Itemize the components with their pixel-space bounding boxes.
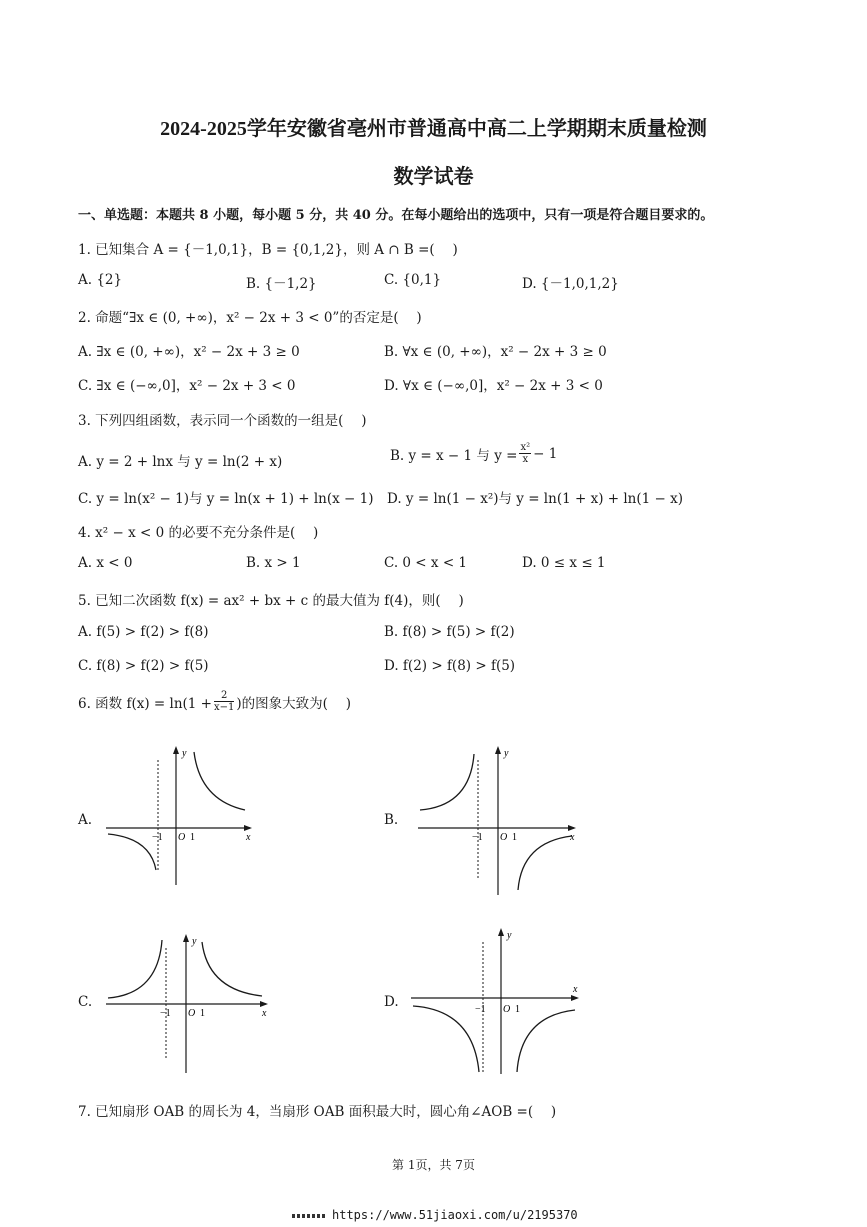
q5-option-c: C. f(8) > f(2) > f(5): [78, 658, 209, 674]
q4-option-c: C. 0 < x < 1: [384, 555, 468, 571]
x-axis-arrow: [260, 1001, 268, 1007]
q2-option-c: C. ∃x ∈ (−∞,0]，x² − 2x + 3 < 0: [78, 378, 296, 394]
q3-option-b: [390, 442, 557, 465]
graph-d: [405, 922, 587, 1082]
section-heading: 一、单选题：本题共 8 小题，每小题 5 分，共 40 分。在每小题给出的选项中，只有一项是符合题目要求的。: [78, 208, 714, 223]
x-axis-arrow: [568, 825, 576, 831]
q1-option-a: A. {2}: [78, 272, 123, 288]
q3-option-c: C. y = ln(x² − 1)与 y = ln(x + 1) + ln(x − 1): [78, 491, 374, 507]
tick-1-label: 1: [515, 1004, 520, 1015]
q3-option-b-fraction: [519, 442, 531, 465]
q5-option-b: B. f(8) > f(5) > f(2): [384, 624, 515, 640]
question-7-stem: 7. 已知扇形 OAB 的周长为 4，当扇形 OAB 面积最大时，圆心角∠AOB =( ): [78, 1104, 557, 1120]
origin-label: O: [188, 1008, 196, 1019]
question-3-stem: 3. 下列四组函数，表示同一个函数的一组是( ): [78, 413, 367, 429]
q6-fraction: [214, 690, 234, 713]
question-6-stem: [78, 690, 351, 713]
curve-left: [413, 1006, 479, 1072]
q5-option-d: D. f(2) > f(8) > f(5): [384, 658, 516, 674]
curve-right: [518, 836, 572, 890]
q6-option-c: C.: [78, 994, 93, 1010]
origin-label: O: [178, 832, 186, 843]
q2-option-b: B. ∀x ∈ (0, +∞)，x² − 2x + 3 ≥ 0: [384, 344, 607, 360]
q1-option-c: C. {0,1}: [384, 272, 442, 288]
q5-option-a: A. f(5) > f(2) > f(8): [78, 624, 209, 640]
source-url: [292, 1208, 578, 1222]
x-axis-arrow: [571, 995, 579, 1001]
y-axis-arrow: [173, 746, 179, 754]
y-label: y: [192, 936, 197, 947]
q4-option-d: D. 0 ≤ x ≤ 1: [522, 555, 606, 571]
y-axis-arrow: [498, 928, 504, 936]
tick-1-label: 1: [512, 832, 517, 843]
q3-option-b-tail: − 1: [533, 445, 558, 462]
y-axis-arrow: [495, 746, 501, 754]
y-axis-arrow: [183, 934, 189, 942]
x-label: x: [262, 1008, 267, 1019]
graph-a: [100, 740, 260, 890]
fraction-denominator: x−1: [213, 702, 235, 713]
q6-stem-pre: 6. 函数 f(x) = ln(1 +: [78, 695, 212, 712]
question-4-stem: 4. x² − x < 0 的必要不充分条件是( ): [78, 525, 319, 541]
source-url-text: https://www.51jiaoxi.com/u/2195370: [332, 1208, 578, 1222]
tick-neg1-label: −1: [152, 832, 163, 843]
q3-option-b-text: B. y = x − 1 与 y =: [390, 447, 518, 464]
origin-label: O: [503, 1004, 511, 1015]
y-label: y: [507, 930, 512, 941]
fraction-denominator: x: [522, 454, 529, 465]
graph-c: [100, 928, 275, 1078]
q2-option-d: D. ∀x ∈ (−∞,0]，x² − 2x + 3 < 0: [384, 378, 603, 394]
x-label: x: [246, 832, 251, 843]
q2-option-a: A. ∃x ∈ (0, +∞)，x² − 2x + 3 ≥ 0: [78, 344, 300, 360]
q6-stem-post: )的图象大致为( ): [236, 695, 351, 712]
exam-title: 2024-2025学年安徽省亳州市普通高中高二上学期期末质量检测: [160, 118, 707, 140]
q3-option-a: A. y = 2 + lnx 与 y = ln(2 + x): [78, 454, 283, 470]
graph-b: [412, 740, 582, 900]
curve-right: [517, 1010, 575, 1072]
q6-option-b: B.: [384, 812, 399, 828]
q6-option-a: A.: [78, 812, 93, 828]
question-5-stem: 5. 已知二次函数 f(x) = ax² + bx + c 的最大值为 f(4)，则( ): [78, 593, 464, 609]
tick-neg1-label: −1: [472, 832, 483, 843]
fraction-numerator: 2: [214, 690, 234, 702]
watermark-stamp: [292, 1214, 326, 1218]
x-axis-arrow: [244, 825, 252, 831]
curve-right: [202, 942, 262, 996]
question-2-stem: 2. 命题“∃x ∈ (0, +∞)，x² − 2x + 3 < 0”的否定是( ): [78, 310, 422, 326]
origin-label: O: [500, 832, 508, 843]
tick-neg1-label: −1: [160, 1008, 171, 1019]
q1-option-d: D. {－1,0,1,2}: [522, 276, 619, 292]
q4-option-a: A. x < 0: [78, 555, 133, 571]
curve-left: [420, 754, 474, 810]
x-label: x: [573, 984, 578, 995]
fraction-numerator: x²: [520, 442, 531, 453]
curve-right: [194, 752, 245, 810]
y-label: y: [504, 748, 509, 759]
q6-option-d: D.: [384, 994, 399, 1010]
x-label: x: [570, 832, 575, 843]
curve-left: [108, 834, 156, 870]
q4-option-b: B. x > 1: [246, 555, 301, 571]
q3-option-d: D. y = ln(1 − x²)与 y = ln(1 + x) + ln(1 − x): [387, 491, 683, 507]
page-footer: 第 1页，共 7页: [392, 1158, 475, 1172]
tick-neg1-label: −1: [475, 1004, 486, 1015]
exam-subtitle: 数学试卷: [393, 166, 474, 188]
tick-1-label: 1: [190, 832, 195, 843]
tick-1-label: 1: [200, 1008, 205, 1019]
y-label: y: [182, 748, 187, 759]
curve-left: [108, 940, 162, 998]
question-1-stem: 1. 已知集合 A = {－1,0,1}，B = {0,1,2}，则 A ∩ B =( ): [78, 242, 458, 258]
q1-option-b: B. {－1,2}: [246, 276, 317, 292]
